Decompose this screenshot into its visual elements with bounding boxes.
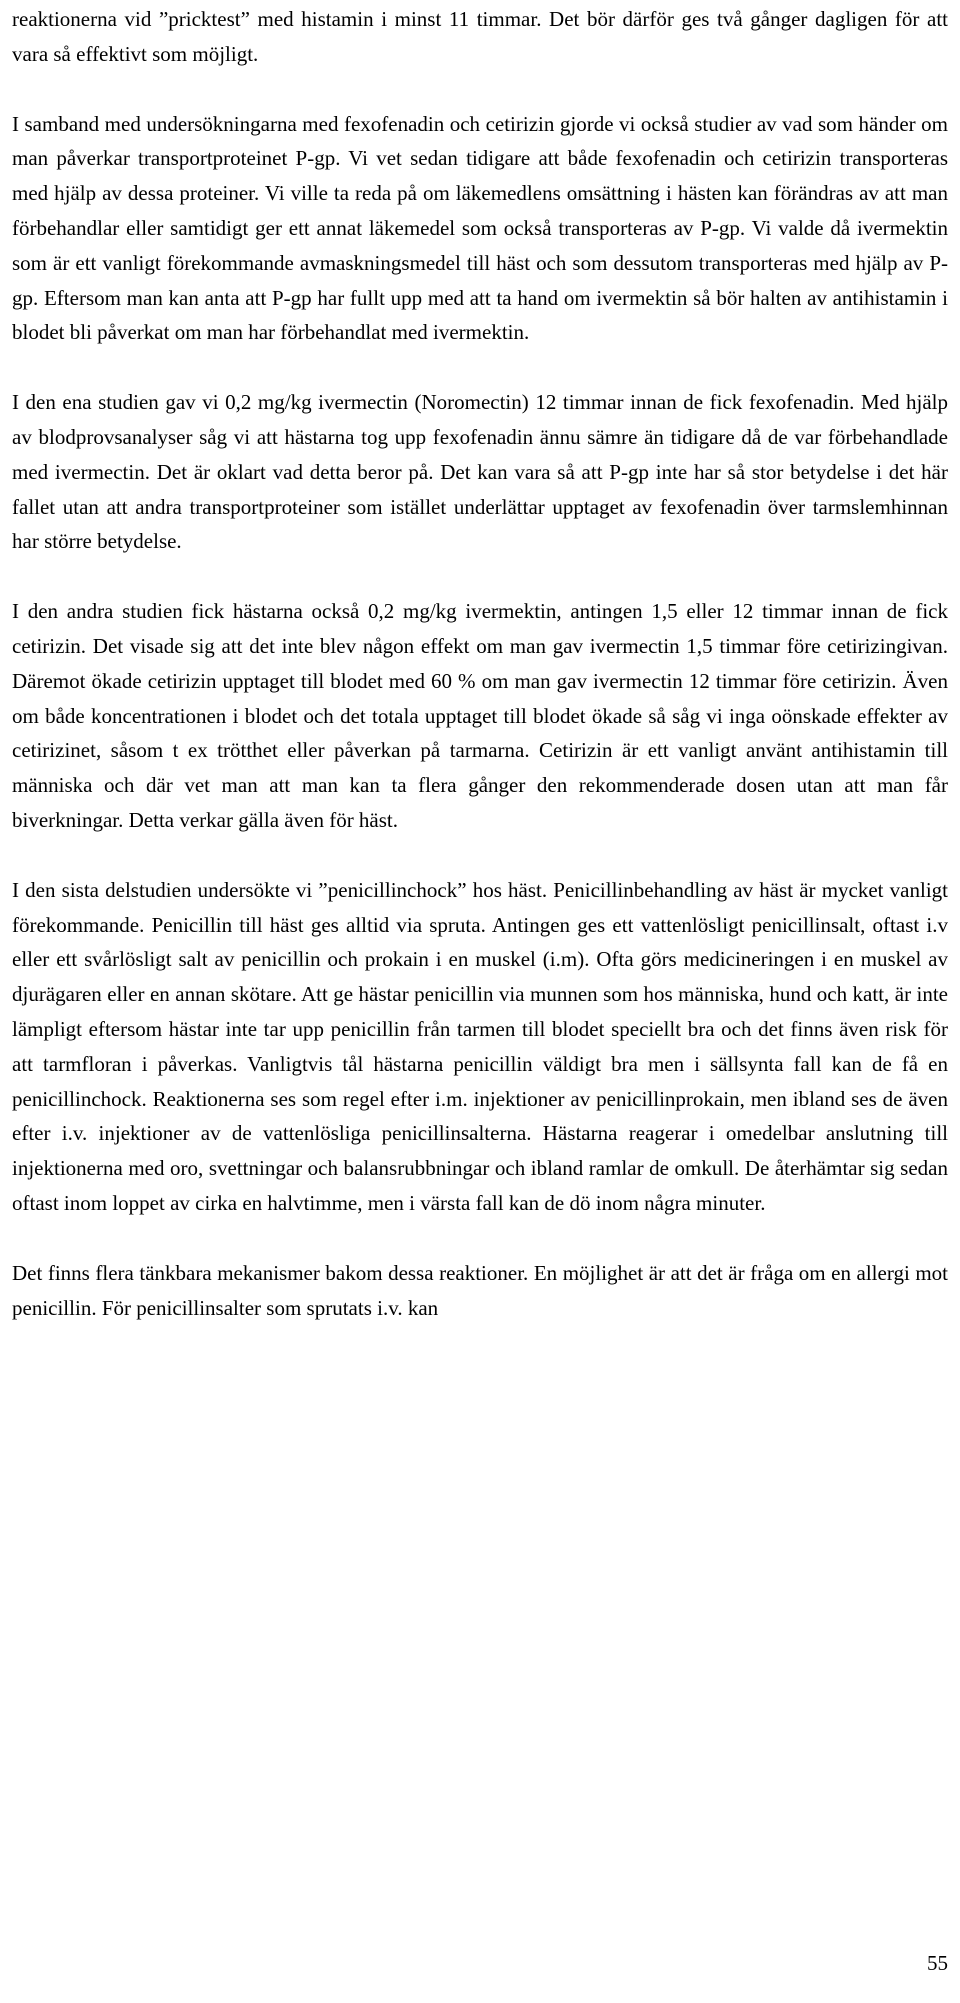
page-number: 55 — [927, 1951, 948, 1975]
paragraph-fexofenadin-study: I den ena studien gav vi 0,2 mg/kg ivermectin (Noromectin) 12 timmar innan de fick fexofenadin. Med hjälp av blodprovsanalyser såg vi att hästarna tog upp fexofenadin ännu sämre än tidigare då de var förbehandlade med ivermectin. Det är oklart vad detta beror på. Det kan vara så att P-gp inte har så stor betydelse i det här fallet utan att andra transportproteiner som istället underlättar upptaget av fexofenadin över tarmslemhinnan har större betydelse. — [12, 390, 948, 554]
paragraph-cetirizin-study: I den andra studien fick hästarna också 0,2 mg/kg ivermektin, antingen 1,5 eller 12 timmar innan de fick cetirizin. Det visade sig att det inte blev någon effekt om man gav ivermectin 1,5 timmar före cetirizingivan. Däremot ökade cetirizin upptaget till blodet med 60 % om man gav ivermectin 12 timmar före cetirizin. Även om både koncentrationen i blodet och det totala upptaget till blodet ökade så såg vi inga oönskade effekter av cetirizinet, såsom t ex trötthet eller påverkan på tarmarna. Cetirizin är ett vanligt använt antihistamin till människa och där vet man att man kan ta flera gånger den rekommenderade dosen utan att man får biverkningar. Detta verkar gälla även för häst. — [12, 599, 948, 832]
paragraph-histamine-dosing: reaktionerna vid ”pricktest” med histamin i minst 11 timmar. Det bör därför ges två gånger dagligen för att vara så effektivt som möjligt. — [12, 7, 948, 66]
paragraph-mechanisms: Det finns flera tänkbara mekanismer bakom dessa reaktioner. En möjlighet är att det är fråga om en allergi mot penicillin. För penicillinsalter som sprutats i.v. kan — [12, 1260, 948, 1320]
paragraph-penicillin-shock: I den sista delstudien undersökte vi ”penicillinchock” hos häst. Penicillinbehandling av häst är mycket vanligt förekommande. Penicillin till häst ges alltid via spruta. Antingen ges ett vattenlösligt penicillinsalt, oftast i.v eller ett svårlösligt salt av penicillin och prokain i en muskel (i.m). Ofta görs medicineringen i en muskel av djurägaren eller en annan skötare. Att ge hästar penicillin via munnen som hos människa, hund och katt, är inte lämpligt eftersom hästar inte tar upp penicillin från tarmen till blodet speciellt bra och det finns även risk för att tarmfloran i påverkas. Vanligtvis tål hästarna penicillin väldigt bra men i sällsynta fall kan de få en penicillinchock. Reaktionerna ses som regel efter i.m. injektioner av penicillinprokain, men ibland ses de även efter i.v. injektioner av de vattenlösliga penicillinsalterna. Hästarna reagerar i omedelbar anslutning till injektionerna med oro, svettningar och balansrubbningar och ibland ramlar de omkull. De återhämtar sig sedan oftast inom loppet av cirka en halvtimme, men i värsta fall kan de dö inom några minuter. — [12, 877, 948, 1215]
paragraph-p-gp-studies: I samband med undersökningarna med fexofenadin och cetirizin gjorde vi också studier av vad som händer om man påverkar transportproteinet P-gp. Vi vet sedan tidigare att både fexofenadin och cetirizin transporteras med hjälp av dessa proteiner. Vi ville ta reda på om läkemedlens omsättning i hästen kan förändras av att man förbehandlar eller samtidigt ger ett annat läkemedel som också transporteras av P-gp. Vi valde då ivermektin som är ett vanligt förekommande avmaskningsmedel till häst och som dessutom transporteras med hjälp av P-gp. Eftersom man kan anta att P-gp har fullt upp med att ta hand om ivermektin så bör halten av antihistamin i blodet bli påverkat om man har förbehandlat med ivermektin. — [12, 111, 948, 345]
